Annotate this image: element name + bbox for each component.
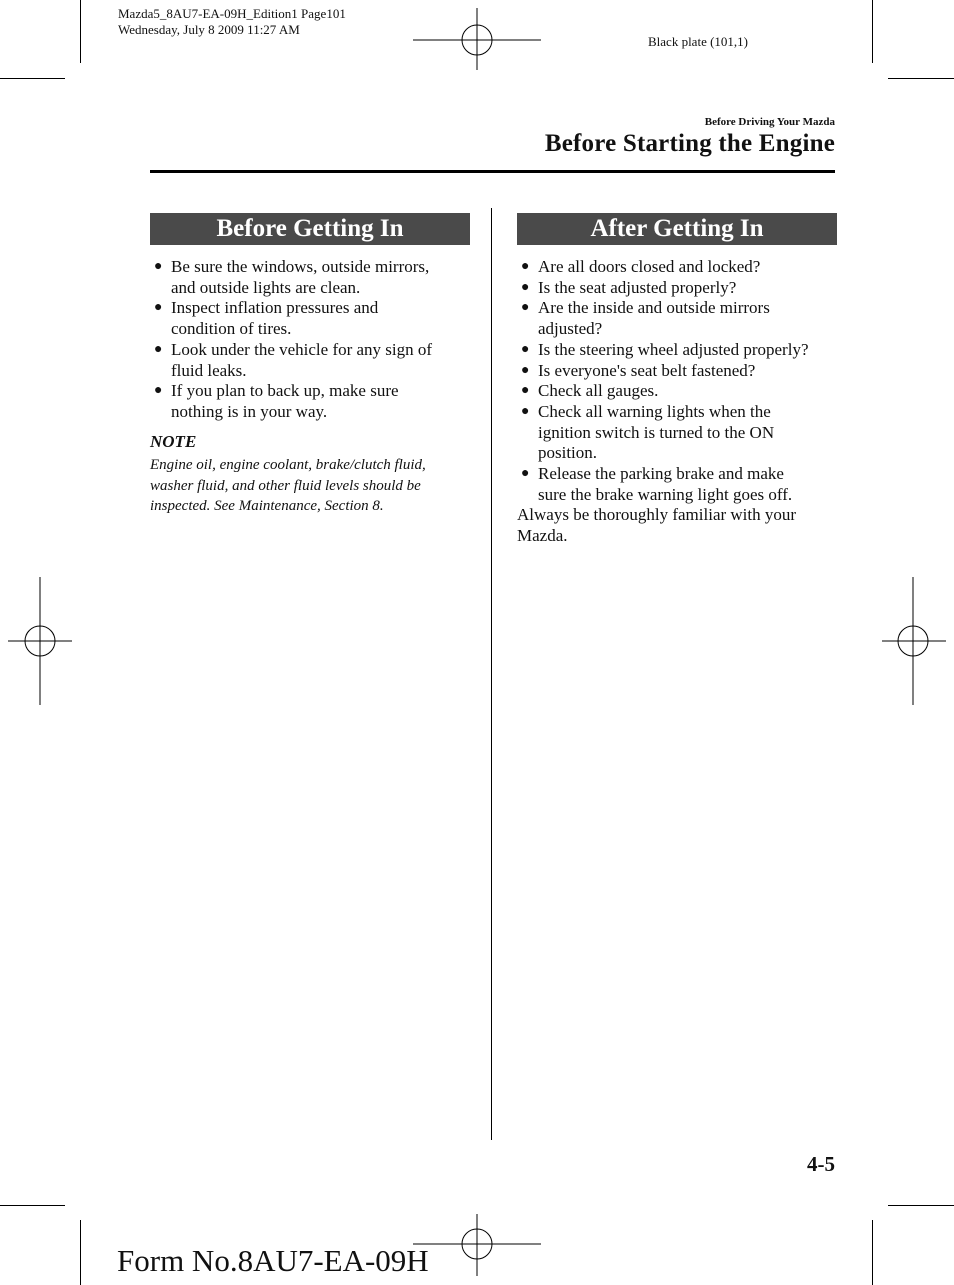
bullet-icon: ●	[521, 279, 530, 295]
list-item: ● Check all warning lights when the ignition switch is turned to the ON position.	[521, 401, 775, 463]
bullet-icon: ●	[521, 466, 530, 482]
list-item: ● Is everyone's seat belt fastened?	[521, 360, 756, 380]
list-item: ● Is the seat adjusted properly?	[521, 277, 737, 297]
before-getting-in-heading: Before Getting In	[150, 213, 470, 245]
bullet-icon: ●	[521, 259, 530, 274]
list-item: ● Inspect inflation pressures and condition of tires.	[154, 298, 379, 339]
registration-mark-icon	[882, 577, 946, 705]
list-item: ● Is the steering wheel adjusted properly?	[521, 339, 809, 359]
form-number: Form No.8AU7-EA-09H	[117, 1243, 429, 1278]
registration-mark-icon	[413, 8, 541, 70]
title-rule	[150, 170, 835, 173]
bullet-icon: ●	[154, 341, 163, 357]
crop-mark	[0, 78, 65, 79]
crop-mark	[80, 0, 81, 63]
bullet-icon: ●	[521, 383, 530, 399]
section-label: Before Driving Your Mazda	[704, 116, 835, 128]
bullet-icon: ●	[521, 341, 530, 357]
before-getting-in-list	[150, 257, 468, 423]
crop-mark	[0, 1205, 65, 1206]
bullet-icon: ●	[154, 300, 163, 316]
crop-mark	[872, 0, 873, 63]
list-item: ● Look under the vehicle for any sign of fluid leaks.	[154, 339, 433, 380]
list-item: ● Are the inside and outside mirrors adjusted?	[521, 298, 770, 339]
list-item: ● Be sure the windows, outside mirrors, and outside lights are clean.	[154, 257, 430, 297]
list-item: ● Release the parking brake and make sure the brake warning light goes off.	[521, 464, 793, 504]
page-number: 4-5	[807, 1152, 835, 1176]
note-title: NOTE	[150, 432, 197, 451]
crop-mark	[80, 1220, 81, 1285]
closing-text: Always be thoroughly familiar with your Mazda.	[517, 505, 797, 545]
plate-label: Black plate (101,1)	[648, 34, 748, 49]
after-getting-in-heading: After Getting In	[517, 213, 837, 245]
crop-mark	[888, 78, 954, 79]
list-item: ● Are all doors closed and locked?	[521, 257, 761, 276]
bullet-icon: ●	[154, 383, 163, 399]
print-info-file: Mazda5_8AU7-EA-09H_Edition1 Page101	[118, 6, 346, 21]
print-info-date: Wednesday, July 8 2009 11:27 AM	[118, 22, 300, 37]
registration-mark-icon	[8, 577, 72, 705]
bullet-icon: ●	[521, 362, 530, 378]
print-info	[118, 6, 346, 38]
list-item: ● If you plan to back up, make sure nothing is in your way.	[154, 381, 399, 421]
column-divider	[491, 208, 492, 1140]
page-title: Before Starting the Engine	[544, 130, 835, 157]
crop-mark	[872, 1220, 873, 1285]
crop-mark	[888, 1205, 954, 1206]
bullet-icon: ●	[154, 259, 163, 274]
note-body: Engine oil, engine coolant, brake/clutch fluid, washer fluid, and other fluid levels should be inspected. See Maintenance, Section 8.	[150, 457, 426, 515]
bullet-icon: ●	[521, 403, 530, 419]
registration-mark-icon	[413, 1214, 541, 1276]
after-getting-in-list	[517, 257, 847, 505]
bullet-icon: ●	[521, 300, 530, 316]
list-item: ● Check all gauges.	[521, 381, 659, 401]
